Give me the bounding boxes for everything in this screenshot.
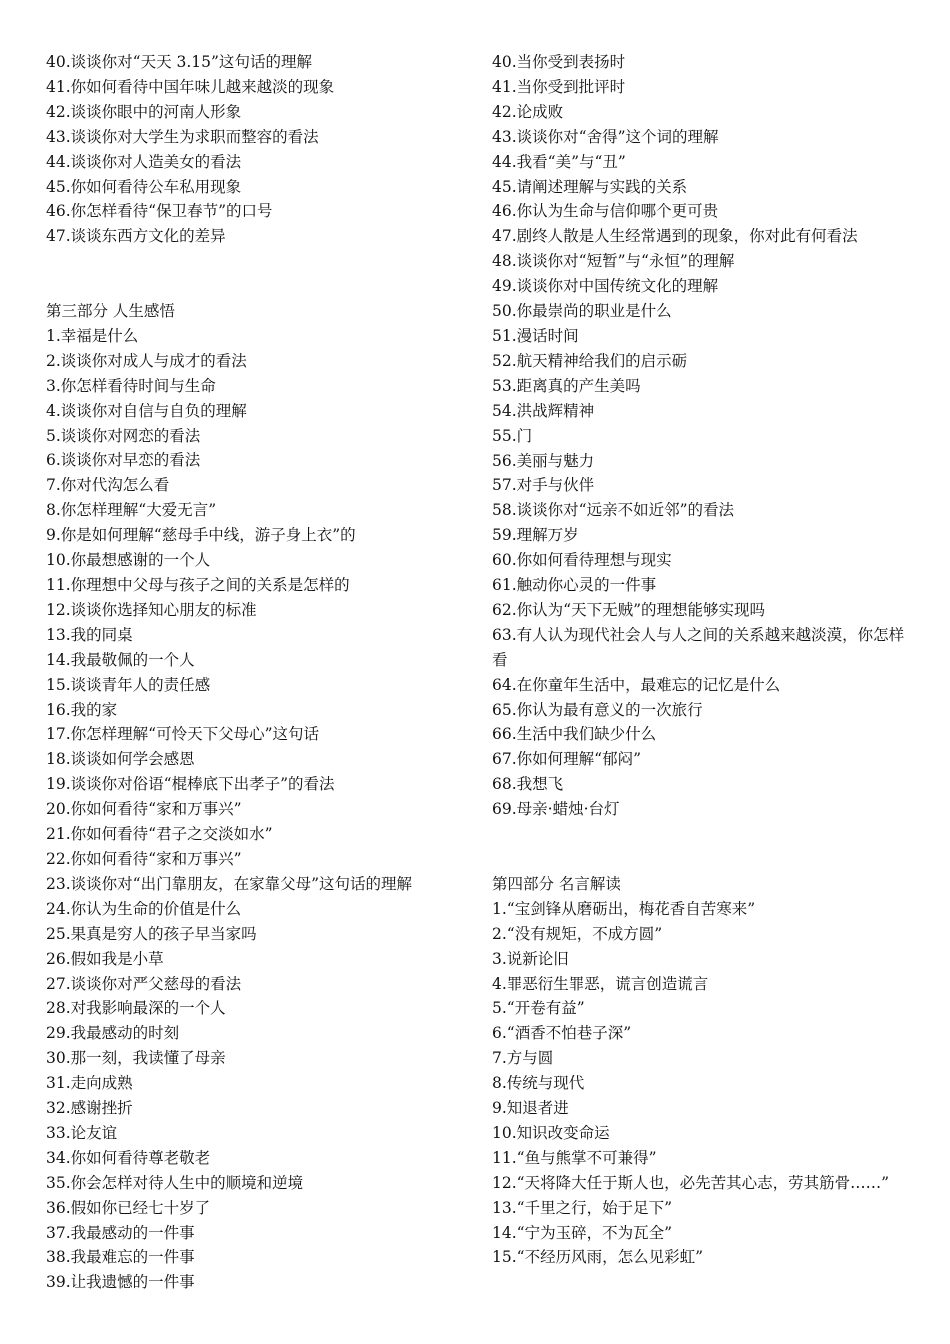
list-item: 55.门 <box>492 426 533 445</box>
left-column <box>46 50 466 1295</box>
list-item: 7.你对代沟怎么看 <box>46 476 170 495</box>
list-item: 34.你如何看待尊老敬老 <box>46 1148 211 1167</box>
list-item: 8.传统与现代 <box>492 1074 585 1093</box>
section-heading-part4: 第四部分 名言解读 <box>492 874 621 893</box>
list-item: 3.你怎样看待时间与生命 <box>46 376 216 395</box>
list-item: 66.生活中我们缺少什么 <box>492 725 657 744</box>
list-item: 69.母亲·蜡烛·台灯 <box>492 800 620 819</box>
list-item: 36.假如你已经七十岁了 <box>46 1198 211 1217</box>
list-item: 45.请阐述理解与实践的关系 <box>492 177 688 196</box>
list-item: 54.洪战辉精神 <box>492 401 595 420</box>
list-item: 12.“天将降大任于斯人也，必先苦其心志，劳其筋骨……” <box>492 1173 889 1192</box>
list-item: 42.谈谈你眼中的河南人形象 <box>46 102 242 121</box>
part2-tail-list <box>46 50 466 249</box>
list-item: 32.感谢挫折 <box>46 1099 133 1118</box>
list-item: 60.你如何看待理想与现实 <box>492 551 672 570</box>
list-item: 8.你怎样理解“大爱无言” <box>46 501 217 520</box>
list-item: 13.我的同桌 <box>46 625 133 644</box>
list-item: 50.你最崇尚的职业是什么 <box>492 302 672 321</box>
list-item: 65.你认为最有意义的一次旅行 <box>492 700 703 719</box>
list-item: 39.让我遗憾的一件事 <box>46 1273 195 1292</box>
list-item: 47.剧终人散是人生经常遇到的现象，你对此有何看法 <box>492 227 858 246</box>
part3-continued-list <box>492 50 910 822</box>
list-item: 2.谈谈你对成人与成才的看法 <box>46 351 247 370</box>
list-item: 29.我最感动的时刻 <box>46 1024 180 1043</box>
list-item: 4.罪恶衍生罪恶，谎言创造谎言 <box>492 974 709 993</box>
list-item: 14.我最敬佩的一个人 <box>46 650 195 669</box>
list-item: 30.那一刻，我读懂了母亲 <box>46 1049 226 1068</box>
list-item: 28.对我影响最深的一个人 <box>46 999 226 1018</box>
list-item: 46.你怎样看待“保卫春节”的口号 <box>46 202 273 221</box>
list-item: 26.假如我是小草 <box>46 949 164 968</box>
list-item: 46.你认为生命与信仰哪个更可贵 <box>492 202 719 221</box>
list-item: 67.你如何理解“郁闷” <box>492 750 641 769</box>
list-item: 47.谈谈东西方文化的差异 <box>46 227 226 246</box>
list-item: 57.对手与伙伴 <box>492 476 595 495</box>
list-item: 62.你认为“天下无贼”的理想能够实现吗 <box>492 600 765 619</box>
list-item: 13.“千里之行，始于足下” <box>492 1198 672 1217</box>
list-item: 19.谈谈你对俗语“棍棒底下出孝子”的看法 <box>46 775 335 794</box>
list-item: 35.你会怎样对待人生中的顺境和逆境 <box>46 1173 304 1192</box>
list-item: 44.我看“美”与“丑” <box>492 152 626 171</box>
list-item: 41.你如何看待中国年味儿越来越淡的现象 <box>46 77 335 96</box>
list-item: 24.你认为生命的价值是什么 <box>46 899 242 918</box>
list-item: 6.谈谈你对早恋的看法 <box>46 451 201 470</box>
list-item: 9.知退者进 <box>492 1099 569 1118</box>
list-item: 5.谈谈你对网恋的看法 <box>46 426 201 445</box>
list-item: 21.你如何看待“君子之交淡如水” <box>46 825 273 844</box>
list-item: 7.方与圆 <box>492 1049 554 1068</box>
list-item: 42.论成败 <box>492 102 564 121</box>
list-item: 44.谈谈你对人造美女的看法 <box>46 152 242 171</box>
list-item: 2.“没有规矩，不成方圆” <box>492 924 663 943</box>
list-item: 1.幸福是什么 <box>46 326 139 345</box>
list-item: 17.你怎样理解“可怜天下父母心”这句话 <box>46 725 319 744</box>
list-item: 61.触动你心灵的一件事 <box>492 576 657 595</box>
list-item: 25.果真是穷人的孩子早当家吗 <box>46 924 257 943</box>
list-item: 64.在你童年生活中，最难忘的记忆是什么 <box>492 675 781 694</box>
list-item: 4.谈谈你对自信与自负的理解 <box>46 401 247 420</box>
list-item: 63.有人认为现代社会人与人之间的关系越来越淡漠，你怎样看 <box>492 625 905 669</box>
list-item: 48.谈谈你对“短暂”与“永恒”的理解 <box>492 252 735 271</box>
list-item: 10.知识改变命运 <box>492 1123 610 1142</box>
list-item: 51.漫话时间 <box>492 326 579 345</box>
list-item: 40.当你受到表扬时 <box>492 53 626 71</box>
part4-list <box>492 897 910 1271</box>
section-spacer <box>46 249 466 299</box>
list-item: 49.谈谈你对中国传统文化的理解 <box>492 277 719 296</box>
list-item: 18.谈谈如何学会感恩 <box>46 750 195 769</box>
list-item: 6.“酒香不怕巷子深” <box>492 1024 632 1043</box>
list-item: 38.我最难忘的一件事 <box>46 1248 195 1267</box>
list-item: 40.谈谈你对“天天 3.15”这句话的理解 <box>46 53 312 71</box>
list-item: 15.“不经历风雨，怎么见彩虹” <box>492 1248 703 1267</box>
list-item: 22.你如何看待“家和万事兴” <box>46 849 242 868</box>
list-item: 3.说新论旧 <box>492 949 569 968</box>
list-item: 43.谈谈你对“舍得”这个词的理解 <box>492 127 719 146</box>
list-item: 68.我想飞 <box>492 775 564 794</box>
list-item: 23.谈谈你对“出门靠朋友，在家靠父母”这句话的理解 <box>46 874 412 893</box>
list-item: 52.航天精神给我们的启示砺 <box>492 351 688 370</box>
section-spacer <box>492 822 910 872</box>
list-item: 10.你最想感谢的一个人 <box>46 551 211 570</box>
list-item: 11.你理想中父母与孩子之间的关系是怎样的 <box>46 576 350 595</box>
section-heading-part3: 第三部分 人生感悟 <box>46 302 175 321</box>
list-item: 59.理解万岁 <box>492 526 579 545</box>
list-item: 27.谈谈你对严父慈母的看法 <box>46 974 242 993</box>
list-item: 33.论友谊 <box>46 1123 118 1142</box>
list-item: 37.我最感动的一件事 <box>46 1223 195 1242</box>
list-item: 58.谈谈你对“远亲不如近邻”的看法 <box>492 501 734 520</box>
right-column <box>492 50 910 1270</box>
list-item: 14.“宁为玉碎，不为瓦全” <box>492 1223 672 1242</box>
list-item: 31.走向成熟 <box>46 1074 133 1093</box>
list-item: 43.谈谈你对大学生为求职而整容的看法 <box>46 127 319 146</box>
list-item: 11.“鱼与熊掌不可兼得” <box>492 1148 657 1167</box>
list-item: 45.你如何看待公车私用现象 <box>46 177 242 196</box>
list-item: 1.“宝剑锋从磨砺出，梅花香自苦寒来” <box>492 899 756 918</box>
list-item: 41.当你受到批评时 <box>492 77 626 96</box>
list-item: 56.美丽与魅力 <box>492 451 595 470</box>
list-item: 16.我的家 <box>46 700 118 719</box>
list-item: 15.谈谈青年人的责任感 <box>46 675 211 694</box>
part3-list <box>46 324 466 1295</box>
list-item: 12.谈谈你选择知心朋友的标准 <box>46 600 257 619</box>
list-item: 9.你是如何理解“慈母手中线，游子身上衣”的 <box>46 526 356 545</box>
list-item: 5.“开卷有益” <box>492 999 585 1018</box>
list-item: 53.距离真的产生美吗 <box>492 376 641 395</box>
list-item: 20.你如何看待“家和万事兴” <box>46 800 242 819</box>
